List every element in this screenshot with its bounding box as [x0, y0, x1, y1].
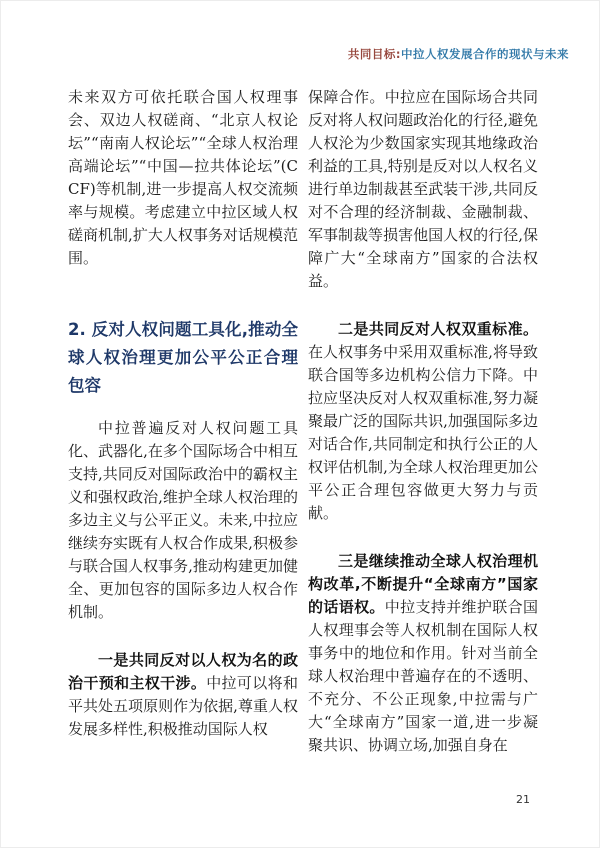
- running-header: [348, 46, 569, 62]
- paragraph: [308, 550, 538, 757]
- paragraph-lead-bold: 三是继续推动全球人权治理机构改革,不断提升“全球南方”国家的话语权。: [308, 552, 538, 616]
- paragraph: [68, 649, 298, 741]
- paragraph-text: 在人权事务中采用双重标准,将导致联合国等多边机构公信力下降。中拉应坚决反对人权双重标准,努力凝聚最广泛的国际共识,加强国际多边对话合作,共同制定和执行公正的人权评估机制,为全球人权治理更加公平公正合理包容做更大努力与贡献。: [308, 343, 538, 522]
- paragraph: 中拉普遍反对人权问题工具化、武器化,在多个国际场合中相互支持,共同反对国际政治中的霸权主义和强权政治,维护全球人权治理的多边主义与公平正义。未来,中拉应继续夯实既有人权合作成果,积极参与联合国人权事务,推动构建更加健全、更加包容的国际多边人权合作机制。: [68, 419, 298, 621]
- running-header-title: 中拉人权发展合作的现状与未来: [401, 47, 569, 61]
- paragraph-text: 中拉支持并维护联合国人权理事会等人权机制在国际人权事务中的地位和作用。针对当前全球人权治理中普遍存在的不透明、不充分、不公正现象,中拉需与广大“全球南方”国家一道,进一步凝聚共识、协调立场,加强自身在: [308, 598, 538, 754]
- running-header-label: 共同目标:: [347, 47, 401, 61]
- paragraph-text: 中拉可以将和平共处五项原则作为依据,尊重人权发展多样性,积极推动国际人权: [68, 674, 298, 738]
- paragraph: [308, 318, 538, 525]
- paragraph-continuation: 未来双方可依托联合国人权理事会、双边人权磋商、“北京人权论坛”“南南人权论坛”“全球人权治理高端论坛”“中国—拉共体论坛”(CCF)等机制,进一步提高人权交流频率与规模。考虑建立中拉区域人权磋商机制,扩大人权事务对话规模范围。: [68, 88, 298, 267]
- left-column: [68, 86, 298, 782]
- section-heading: 2. 反对人权问题工具化,推动全球人权治理更加公平公正合理包容: [68, 320, 298, 395]
- paragraph-lead-bold: 一是共同反对以人权为名的政治干预和主权干涉。: [68, 651, 298, 692]
- paragraph-continuation: 保障合作。中拉应在国际场合共同反对将人权问题政治化的行径,避免人权沦为少数国家实现其地缘政治利益的工具,特别是反对以人权名义进行单边制裁甚至武装干涉,共同反对不合理的经济制裁、金融制裁、军事制裁等损害他国人权的行径,保障广大“全球南方”国家的合法权益。: [308, 88, 538, 290]
- right-column: [308, 86, 538, 782]
- page-number: 21: [516, 793, 530, 806]
- two-column-body: [0, 86, 600, 782]
- paragraph-lead-bold: 二是共同反对人权双重标准。: [338, 320, 538, 338]
